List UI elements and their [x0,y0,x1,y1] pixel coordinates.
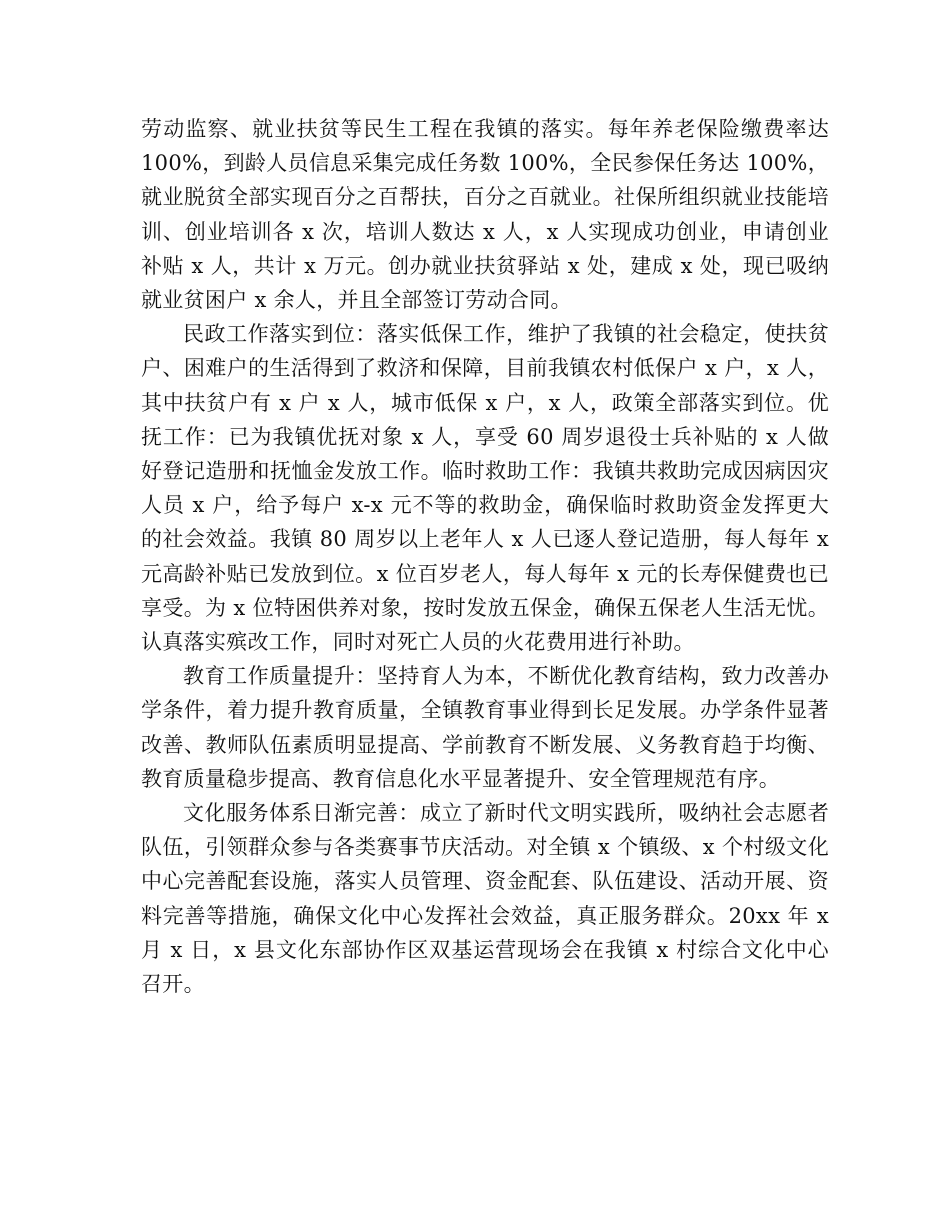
paragraph-education: 教育工作质量提升：坚持育人为本，不断优化教育结构，致力改善办学条件，着力提升教育质量，全镇教育事业得到长足发展。办学条件显著改善、教师队伍素质明显提高、学前教育不断发展、义务教育趋于均衡、教育质量稳步提高、教育信息化水平显著提升、安全管理规范有序。 [141,664,829,791]
document-body [141,112,829,1001]
paragraph-labor-employment: 劳动监察、就业扶贫等民生工程在我镇的落实。每年养老保险缴费率达100%，到龄人员信息采集完成任务数 100%，全民参保任务达 100%，就业脱贫全部实现百分之百帮扶，百分之百就业。社保所组织就业技能培训、创业培训各 x 次，培训人数达 x 人，x 人实现成功创业，申请创业补贴 x 人，共计 x 万元。创办就业扶贫驿站 x 处，建成 x 处，现已吸纳就业贫困户 x 余人，并且全部签订劳动合同。 [141,117,829,313]
paragraph-culture-services: 文化服务体系日渐完善：成立了新时代文明实践所，吸纳社会志愿者队伍，引领群众参与各类赛事节庆活动。对全镇 x 个镇级、x 个村级文化中心完善配套设施，落实人员管理、资金配套、队伍建设、活动开展、资料完善等措施，确保文化中心发挥社会效益，真正服务群众。20xx 年 x 月 x 日，x 县文化东部协作区双基运营现场会在我镇 x 村综合文化中心召开。 [141,801,829,997]
paragraph-civil-affairs: 民政工作落实到位：落实低保工作，维护了我镇的社会稳定，使扶贫户、困难户的生活得到了救济和保障，目前我镇农村低保户 x 户，x 人，其中扶贫户有 x 户 x 人，城市低保 x 户，x 人，政策全部落实到位。优抚工作：已为我镇优抚对象 x 人，享受 60 周岁退役士兵补贴的 x 人做好登记造册和抚恤金发放工作。临时救助工作：我镇共救助完成因病因灾人员 x 户，给予每户 x-x 元不等的救助金，确保临时救助资金发挥更大的社会效益。我镇 80 周岁以上老年人 x 人已逐人登记造册，每人每年 x 元高龄补贴已发放到位。x 位百岁老人，每人每年 x 元的长寿保健费也已享受。为 x 位特困供养对象，按时发放五保金，确保五保老人生活无忧。认真落实殡改工作，同时对死亡人员的火花费用进行补助。 [141,322,829,655]
